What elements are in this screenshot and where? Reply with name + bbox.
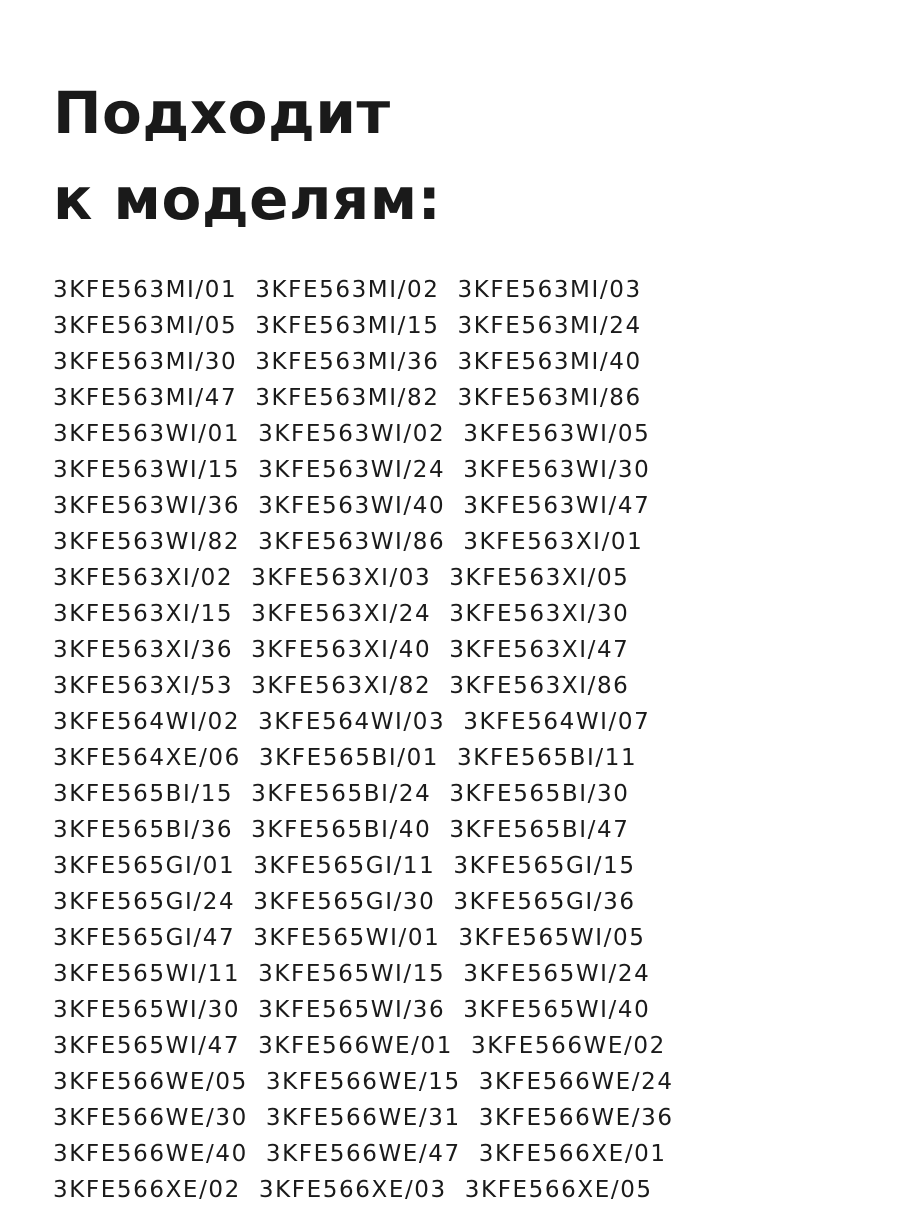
model-row: [53, 596, 873, 632]
model-code: 3KFE563XI/02: [53, 565, 234, 591]
model-row: [53, 740, 873, 776]
title-line-2: к моделям:: [53, 165, 442, 233]
title-line-1: Подходит: [53, 79, 391, 147]
model-code: 3KFE563WI/47: [463, 493, 651, 519]
model-row: [53, 344, 873, 380]
model-code: 3KFE563XI/01: [463, 529, 644, 555]
model-code: 3KFE563XI/03: [251, 565, 432, 591]
model-code: 3KFE563WI/86: [258, 529, 446, 555]
model-row: [53, 1100, 873, 1136]
model-code: 3KFE566WE/40: [53, 1141, 248, 1167]
model-row: [53, 632, 873, 668]
model-code: 3KFE563MI/30: [53, 349, 238, 375]
model-code: 3KFE563WI/02: [258, 421, 446, 447]
model-row: [53, 452, 873, 488]
model-code: 3KFE566XE/01: [478, 1141, 667, 1167]
model-code: 3KFE563MI/15: [255, 313, 440, 339]
model-code: 3KFE566XE/03: [258, 1177, 447, 1203]
model-row: [53, 1136, 873, 1172]
model-row: [53, 668, 873, 704]
model-row: [53, 776, 873, 812]
model-code: 3KFE563MI/47: [53, 385, 238, 411]
model-code: 3KFE566XE/02: [53, 1177, 241, 1203]
model-row: [53, 1064, 873, 1100]
model-row: [53, 308, 873, 344]
model-code: 3KFE565GI/36: [453, 889, 636, 915]
model-code: 3KFE566WE/15: [265, 1069, 461, 1095]
model-code: 3KFE563MI/02: [255, 277, 440, 303]
model-list: [53, 272, 873, 1208]
model-row: [53, 560, 873, 596]
model-row: [53, 848, 873, 884]
model-code: 3KFE563XI/15: [53, 601, 234, 627]
page-title: [53, 70, 873, 242]
model-code: 3KFE565BI/11: [457, 745, 638, 771]
model-code: 3KFE563MI/86: [457, 385, 642, 411]
model-code: 3KFE563XI/24: [251, 601, 432, 627]
model-code: 3KFE565GI/47: [53, 925, 236, 951]
model-code: 3KFE563WI/01: [53, 421, 241, 447]
model-code: 3KFE565BI/01: [258, 745, 440, 771]
model-code: 3KFE563MI/40: [457, 349, 642, 375]
model-code: 3KFE563XI/40: [251, 637, 432, 663]
model-code: 3KFE563WI/30: [463, 457, 651, 483]
model-code: 3KFE566WE/05: [53, 1069, 248, 1095]
model-code: 3KFE565WI/11: [53, 961, 241, 987]
model-code: 3KFE563MI/24: [457, 313, 642, 339]
model-code: 3KFE565WI/30: [53, 997, 241, 1023]
model-code: 3KFE565WI/47: [53, 1033, 241, 1059]
model-row: [53, 488, 873, 524]
model-code: 3KFE563XI/53: [53, 673, 234, 699]
model-row: [53, 380, 873, 416]
model-code: 3KFE566WE/47: [265, 1141, 461, 1167]
model-row: [53, 1028, 873, 1064]
model-row: [53, 272, 873, 308]
model-code: 3KFE565GI/24: [53, 889, 236, 915]
model-code: 3KFE563MI/01: [53, 277, 238, 303]
model-code: 3KFE563WI/15: [53, 457, 241, 483]
model-code: 3KFE566WE/30: [53, 1105, 248, 1131]
model-row: [53, 920, 873, 956]
model-code: 3KFE563WI/40: [258, 493, 446, 519]
model-code: 3KFE563XI/82: [251, 673, 432, 699]
model-code: 3KFE563XI/36: [53, 637, 234, 663]
model-code: 3KFE564WI/03: [258, 709, 446, 735]
model-row: [53, 416, 873, 452]
model-code: 3KFE563WI/05: [463, 421, 651, 447]
model-code: 3KFE566XE/05: [464, 1177, 653, 1203]
compatibility-sheet: [53, 70, 873, 1208]
model-row: [53, 1172, 873, 1208]
model-row: [53, 956, 873, 992]
model-code: 3KFE563XI/05: [449, 565, 630, 591]
model-code: 3KFE564XE/06: [53, 745, 241, 771]
model-row: [53, 992, 873, 1028]
model-code: 3KFE565WI/15: [258, 961, 446, 987]
model-row: [53, 812, 873, 848]
model-code: 3KFE565BI/15: [53, 781, 234, 807]
model-row: [53, 884, 873, 920]
model-row: [53, 524, 873, 560]
model-code: 3KFE563WI/24: [258, 457, 446, 483]
model-code: 3KFE565WI/01: [253, 925, 441, 951]
model-code: 3KFE565WI/40: [463, 997, 651, 1023]
model-code: 3KFE563MI/82: [255, 385, 440, 411]
model-code: 3KFE564WI/02: [53, 709, 241, 735]
model-code: 3KFE566WE/01: [258, 1033, 453, 1059]
model-code: 3KFE566WE/31: [265, 1105, 461, 1131]
model-code: 3KFE563XI/30: [449, 601, 630, 627]
model-code: 3KFE563XI/47: [449, 637, 630, 663]
model-code: 3KFE565BI/30: [449, 781, 630, 807]
model-code: 3KFE565BI/24: [251, 781, 432, 807]
model-code: 3KFE565BI/40: [251, 817, 432, 843]
model-code: 3KFE565GI/11: [253, 853, 436, 879]
model-code: 3KFE565GI/01: [53, 853, 236, 879]
model-code: 3KFE565WI/24: [463, 961, 651, 987]
model-code: 3KFE566WE/24: [478, 1069, 674, 1095]
model-code: 3KFE564WI/07: [463, 709, 651, 735]
model-code: 3KFE563MI/05: [53, 313, 238, 339]
model-code: 3KFE565GI/30: [253, 889, 436, 915]
model-code: 3KFE565BI/47: [449, 817, 630, 843]
model-code: 3KFE563MI/03: [457, 277, 642, 303]
model-row: [53, 704, 873, 740]
model-code: 3KFE563WI/82: [53, 529, 241, 555]
model-code: 3KFE566WE/02: [471, 1033, 666, 1059]
model-code: 3KFE565BI/36: [53, 817, 234, 843]
model-code: 3KFE563XI/86: [449, 673, 630, 699]
model-code: 3KFE563WI/36: [53, 493, 241, 519]
model-code: 3KFE565GI/15: [453, 853, 636, 879]
model-code: 3KFE565WI/05: [458, 925, 646, 951]
model-code: 3KFE565WI/36: [258, 997, 446, 1023]
model-code: 3KFE563MI/36: [255, 349, 440, 375]
model-code: 3KFE566WE/36: [478, 1105, 674, 1131]
